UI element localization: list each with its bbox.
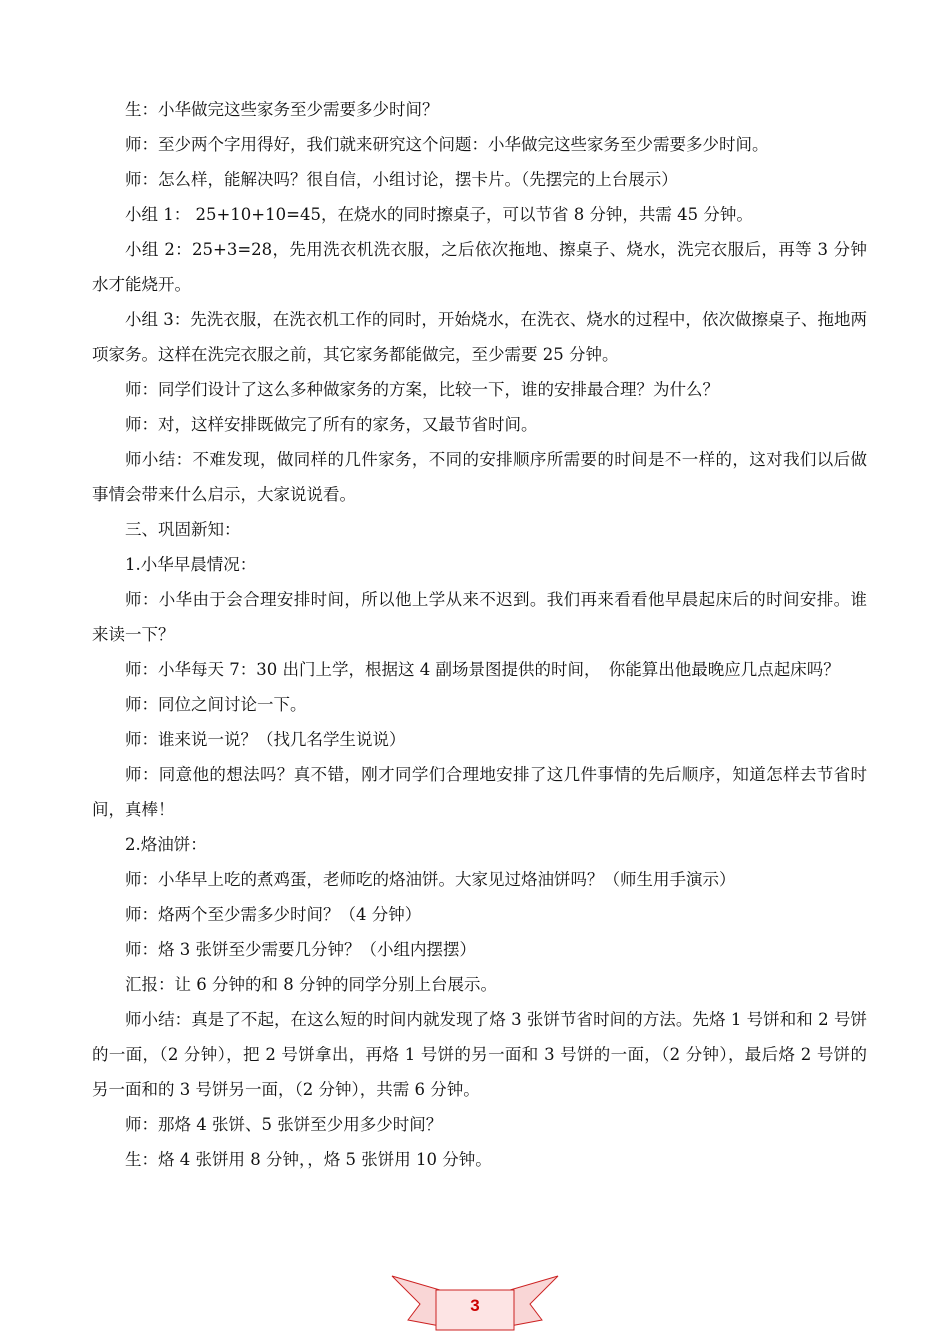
paragraph: 师：同学们设计了这么多种做家务的方案，比较一下，谁的安排最合理？为什么？ [125, 380, 719, 399]
page-number: 3 [470, 1296, 480, 1315]
subsection-heading: 2.烙油饼： [125, 835, 207, 854]
paragraph: 师：对，这样安排既做完了所有的家务，又最节省时间。 [125, 415, 538, 434]
paragraph: 师：至少两个字用得好，我们就来研究这个问题：小华做完这些家务至少需要多少时间。 [125, 135, 769, 154]
paragraph: 生：小华做完这些家务至少需要多少时间？ [125, 100, 439, 119]
paragraph: 生：烙 4 张饼用 8 分钟，，烙 5 张饼用 10 分钟。 [125, 1150, 492, 1169]
paragraph: 师：小华由于会合理安排时间，所以他上学从来不迟到。我们再来看看他早晨起床后的时间安排。谁来读一下？ [92, 590, 867, 644]
paragraph: 师小结：不难发现，做同样的几件家务，不同的安排顺序所需要的时间是不一样的，这对我们以后做事情会带来什么启示，大家说说看。 [92, 450, 867, 504]
paragraph: 师：谁来说一说？（找几名学生说说） [125, 730, 406, 749]
paragraph: 汇报：让 6 分钟的和 8 分钟的同学分别上台展示。 [125, 975, 497, 994]
document-body [92, 92, 867, 1177]
paragraph: 师：那烙 4 张饼、5 张饼至少用多少时间？ [125, 1115, 443, 1134]
paragraph: 小组 1： 25+10+10=45，在烧水的同时擦桌子，可以节省 8 分钟，共需 45 分钟。 [125, 205, 753, 224]
paragraph: 师：小华早上吃的煮鸡蛋，老师吃的烙油饼。大家见过烙油饼吗？（师生用手演示） [125, 870, 736, 889]
section-heading: 三、巩固新知： [125, 520, 241, 539]
paragraph: 师：烙两个至少需多少时间？（4 分钟） [125, 905, 422, 924]
paragraph: 师：同位之间讨论一下。 [125, 695, 307, 714]
paragraph: 小组 2：25+3=28，先用洗衣机洗衣服，之后依次拖地、擦桌子、烧水，洗完衣服后，再等 3 分钟水才能烧开。 [92, 240, 867, 294]
paragraph: 小组 3：先洗衣服，在洗衣机工作的同时，开始烧水，在洗衣、烧水的过程中，依次做擦桌子、拖地两项家务。这样在洗完衣服之前，其它家务都能做完，至少需要 25 分钟。 [92, 310, 867, 364]
paragraph: 师：烙 3 张饼至少需要几分钟？（小组内摆摆） [125, 940, 476, 959]
paragraph: 师：同意他的想法吗？真不错，刚才同学们合理地安排了这几件事情的先后顺序，知道怎样去节省时间，真棒！ [92, 765, 867, 819]
paragraph: 师：小华每天 7：30 出门上学，根据这 4 副场景图提供的时间， 你能算出他最晚应几点起床吗？ [125, 660, 840, 679]
paragraph: 师：怎么样，能解决吗？很自信，小组讨论，摆卡片。（先摆完的上台展示） [125, 170, 678, 189]
subsection-heading: 1.小华早晨情况： [125, 555, 257, 574]
paragraph: 师小结：真是了不起，在这么短的时间内就发现了烙 3 张饼节省时间的方法。先烙 1 号饼和和 2 号饼的一面，（2 分钟），把 2 号饼拿出，再烙 1 号饼的另一面和 3 号饼的一面，（2 分钟），最后烙 2 号饼的另一面和的 3 号饼另一面，（2 分钟），共需 6 分钟。 [92, 1010, 867, 1099]
